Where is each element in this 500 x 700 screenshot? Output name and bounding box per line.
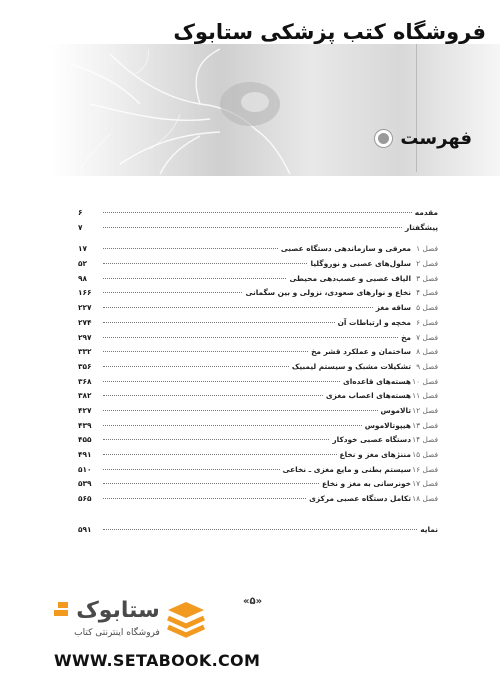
toc-row-chapter[interactable] <box>78 301 438 316</box>
chapter-label: فصل ۱۷ <box>412 479 438 489</box>
dot-leader <box>103 322 335 323</box>
toc-row-index[interactable] <box>78 523 438 538</box>
toc-heading: فهرست <box>400 128 472 149</box>
toc-row-chapter[interactable] <box>78 477 438 492</box>
toc-row-intro[interactable] <box>78 206 438 221</box>
dot-leader <box>103 227 402 228</box>
chapter-title: نخاع و نوارهای صعودی، نزولی و بین سگمانی <box>245 288 411 298</box>
neuron-illustration <box>50 44 500 176</box>
store-title: فروشگاه کتب پزشکی ستابوک <box>173 20 486 44</box>
toc-row-chapter[interactable] <box>78 360 438 375</box>
chapter-page: ۱۷ <box>78 244 88 254</box>
chapter-page: ۳۸۲ <box>78 391 92 401</box>
chapter-page: ۴۵۵ <box>78 435 92 445</box>
dot-leader <box>103 410 378 411</box>
chapter-page: ۵۶۵ <box>78 494 92 504</box>
chapter-page: ۵۱۰ <box>78 464 92 474</box>
chapter-page: ۱۶۶ <box>78 288 92 298</box>
logo-brand-text: ستابوک <box>76 598 160 623</box>
chapter-page: ۳۶۸ <box>78 376 92 386</box>
dot-leader <box>103 469 280 470</box>
toc-row-chapter[interactable] <box>78 286 438 301</box>
chapter-label: فصل ۱۱ <box>412 391 438 401</box>
dot-leader <box>103 483 319 484</box>
chapter-label: فصل ۱۴ <box>412 435 438 445</box>
chapter-label: فصل ۹ <box>416 361 438 371</box>
toc-row-chapter[interactable] <box>78 345 438 360</box>
chapter-title: مخ <box>401 332 411 342</box>
dot-leader <box>103 395 323 396</box>
dot-leader <box>103 307 373 308</box>
dot-leader <box>103 248 278 249</box>
chapter-label: فصل ۸ <box>416 347 438 357</box>
chapter-title: سلول‌های عصبی و نوروگلیا <box>310 259 411 269</box>
chapter-page: ۲۹۷ <box>78 332 92 342</box>
dot-leader <box>103 278 286 279</box>
dot-leader <box>103 212 412 213</box>
chapter-title: مخچه و ارتباطات آن <box>337 317 411 327</box>
toc-row-chapter[interactable] <box>78 331 438 346</box>
chapter-title: سیستم بطنی و مایع مغزی ـ نخاعی <box>282 464 411 474</box>
setabook-logo[interactable] <box>50 596 210 646</box>
toc-row-chapter[interactable] <box>78 272 438 287</box>
toc-row-chapter[interactable] <box>78 433 438 448</box>
toc-entry-page: ۶ <box>78 208 83 217</box>
chapter-page: ۵۲ <box>78 259 88 269</box>
toc-entry-page: ۵۹۱ <box>78 524 92 534</box>
dot-leader <box>103 439 329 440</box>
chapter-label: فصل ۱۲ <box>412 405 438 415</box>
toc-row-chapter[interactable] <box>78 492 438 507</box>
chapter-label: فصل ۲ <box>416 259 438 269</box>
toc-entry-title: نمایه <box>420 524 438 534</box>
chapter-label: فصل ۶ <box>416 317 438 327</box>
website-url[interactable]: WWW.SETABOOK.COM <box>54 651 261 670</box>
chapter-title: ساقه مغز <box>375 303 411 313</box>
toc-spacer <box>78 507 438 523</box>
chapter-title: ساختمان و عملکرد قشر مخ <box>311 347 411 357</box>
dot-leader <box>103 351 308 352</box>
dot-leader <box>103 498 306 499</box>
chapter-label: فصل ۱۰ <box>412 376 438 386</box>
page-number: «۵» <box>243 596 263 607</box>
chapter-label: فصل ۱ <box>416 244 438 254</box>
chapter-title: معرفی و سازماندهی دستگاه عصبی <box>280 244 411 254</box>
toc-entry-page: ۷ <box>78 222 83 232</box>
chapter-page: ۳۵۶ <box>78 361 92 371</box>
dot-leader <box>103 337 398 338</box>
chapter-title: تکامل دستگاه عصبی مرکزی <box>309 494 411 504</box>
chapter-label: فصل ۱۳ <box>412 420 438 430</box>
logo-accent-bar-top <box>58 602 68 608</box>
table-of-contents <box>78 206 438 537</box>
chapter-title: هسته‌های اعصاب مغزی <box>325 391 411 401</box>
toc-entry-title: پیشگفتار <box>405 222 438 232</box>
chapter-page: ۳۳۲ <box>78 347 92 357</box>
dot-leader <box>103 529 417 530</box>
chapter-title: خونرسانی به مغز و نخاع <box>321 479 411 489</box>
toc-row-chapter[interactable] <box>78 463 438 478</box>
bullet-dot-icon <box>375 130 392 147</box>
chapter-title: تالاموس <box>380 405 411 415</box>
logo-accent-bar-bottom <box>54 610 68 616</box>
dot-leader <box>103 425 362 426</box>
toc-row-chapter[interactable] <box>78 389 438 404</box>
dot-leader <box>103 366 289 367</box>
toc-heading-group <box>375 128 472 149</box>
header-banner-image <box>50 44 500 176</box>
chapter-label: فصل ۵ <box>416 303 438 313</box>
toc-row-chapter[interactable] <box>78 419 438 434</box>
chapter-label: فصل ۱۶ <box>412 464 438 474</box>
dot-leader <box>103 381 340 382</box>
toc-row-chapter[interactable] <box>78 257 438 272</box>
chapter-title: مننژهای مغز و نخاع <box>339 450 411 459</box>
chapter-page: ۹۸ <box>78 273 88 283</box>
toc-entry-title: مقدمه <box>414 208 438 217</box>
chapter-label: فصل ۱۸ <box>412 494 438 504</box>
toc-row-chapter[interactable] <box>78 242 438 257</box>
dot-leader <box>103 292 242 293</box>
chapter-title: هسته‌های قاعده‌ای <box>343 376 411 386</box>
toc-row-chapter[interactable] <box>78 316 438 331</box>
toc-row-preface[interactable] <box>78 221 438 236</box>
chapter-page: ۴۹۱ <box>78 450 92 459</box>
chapter-label: فصل ۷ <box>416 332 438 342</box>
chapter-title: دستگاه عصبی خودکار <box>332 435 411 445</box>
chapter-page: ۵۳۹ <box>78 479 92 489</box>
chapter-title: الیاف عصبی و عصب‌دهی محیطی <box>289 273 411 283</box>
chapter-label: فصل ۴ <box>416 288 438 298</box>
chapter-page: ۴۳۹ <box>78 420 92 430</box>
chapter-page: ۲۷۴ <box>78 317 92 327</box>
chapter-label: فصل ۳ <box>416 273 438 283</box>
toc-row-chapter[interactable] <box>78 375 438 390</box>
toc-row-chapter[interactable] <box>78 448 438 463</box>
chapter-title: هیپوتالاموس <box>364 420 411 430</box>
dot-leader <box>103 263 307 264</box>
heading-divider-line <box>416 44 417 172</box>
dot-leader <box>103 454 337 455</box>
toc-row-chapter[interactable] <box>78 404 438 419</box>
chapter-title: تشکیلات مشبک و سیستم لیمبیک <box>291 361 411 371</box>
chapter-page: ۲۲۷ <box>78 303 92 313</box>
toc-spacer <box>78 235 438 242</box>
book-stack-icon <box>168 602 204 635</box>
chapter-page: ۴۲۷ <box>78 405 92 415</box>
chapter-label: فصل ۱۵ <box>412 450 438 459</box>
logo-tagline: فروشگاه اینترنتی کتاب <box>74 628 160 638</box>
